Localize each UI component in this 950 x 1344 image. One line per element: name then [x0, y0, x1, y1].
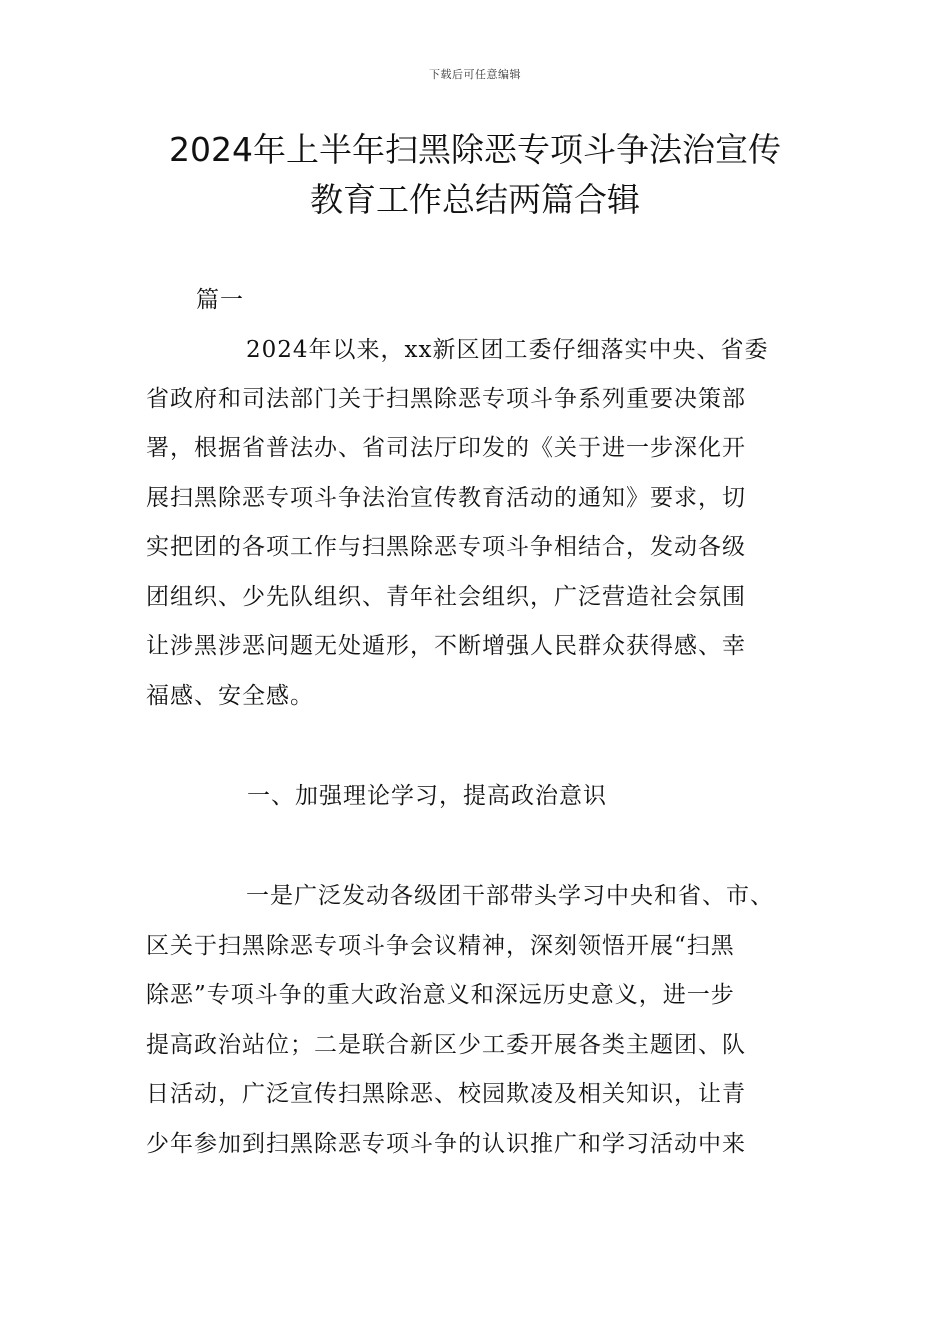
- title-line-1: 2024年上半年扫黑除恶专项斗争法治宣传: [169, 130, 781, 169]
- title-line-2: 教育工作总结两篇合辑: [310, 180, 640, 219]
- paragraph-line: 让涉黑涉恶问题无处遁形，不断增强人民群众获得感、幸: [146, 633, 746, 659]
- paragraph-line: 日活动，广泛宣传扫黑除恶、校园欺凌及相关知识，让青: [146, 1081, 746, 1107]
- paragraph-line: 除恶”专项斗争的重大政治意义和深远历史意义，进一步: [146, 982, 735, 1008]
- paragraph-line: 一是广泛发动各级团干部带头学习中央和省、市、: [246, 883, 774, 909]
- paragraph-line: 少年参加到扫黑除恶专项斗争的认识推广和学习活动中来: [146, 1131, 746, 1157]
- paragraph-line: 展扫黑除恶专项斗争法治宣传教育活动的通知》要求，切: [146, 485, 746, 511]
- paragraph-line: 区关于扫黑除恶专项斗争会议精神，深刻领悟开展“扫黑: [146, 933, 735, 959]
- paragraph-line: 实把团的各项工作与扫黑除恶专项斗争相结合，发动各级: [146, 534, 746, 560]
- paragraph-line: 署，根据省普法办、省司法厅印发的《关于进一步深化开: [146, 435, 746, 461]
- section-label: 篇一: [196, 287, 244, 313]
- page-header-note: 下载后可任意编辑: [429, 68, 521, 81]
- paragraph-line: 福感、安全感。: [146, 683, 314, 709]
- section-heading: 一、加强理论学习，提高政治意识: [247, 783, 607, 809]
- document-title: [100, 125, 850, 225]
- paragraph-line: 2024年以来，xx新区团工委仔细落实中央、省委: [246, 337, 769, 363]
- paragraph-line: 团组织、少先队组织、青年社会组织，广泛营造社会氛围: [146, 584, 746, 610]
- paragraph-line: 提高政治站位；二是联合新区少工委开展各类主题团、队: [146, 1032, 746, 1058]
- paragraph-line: 省政府和司法部门关于扫黑除恶专项斗争系列重要决策部: [146, 386, 746, 412]
